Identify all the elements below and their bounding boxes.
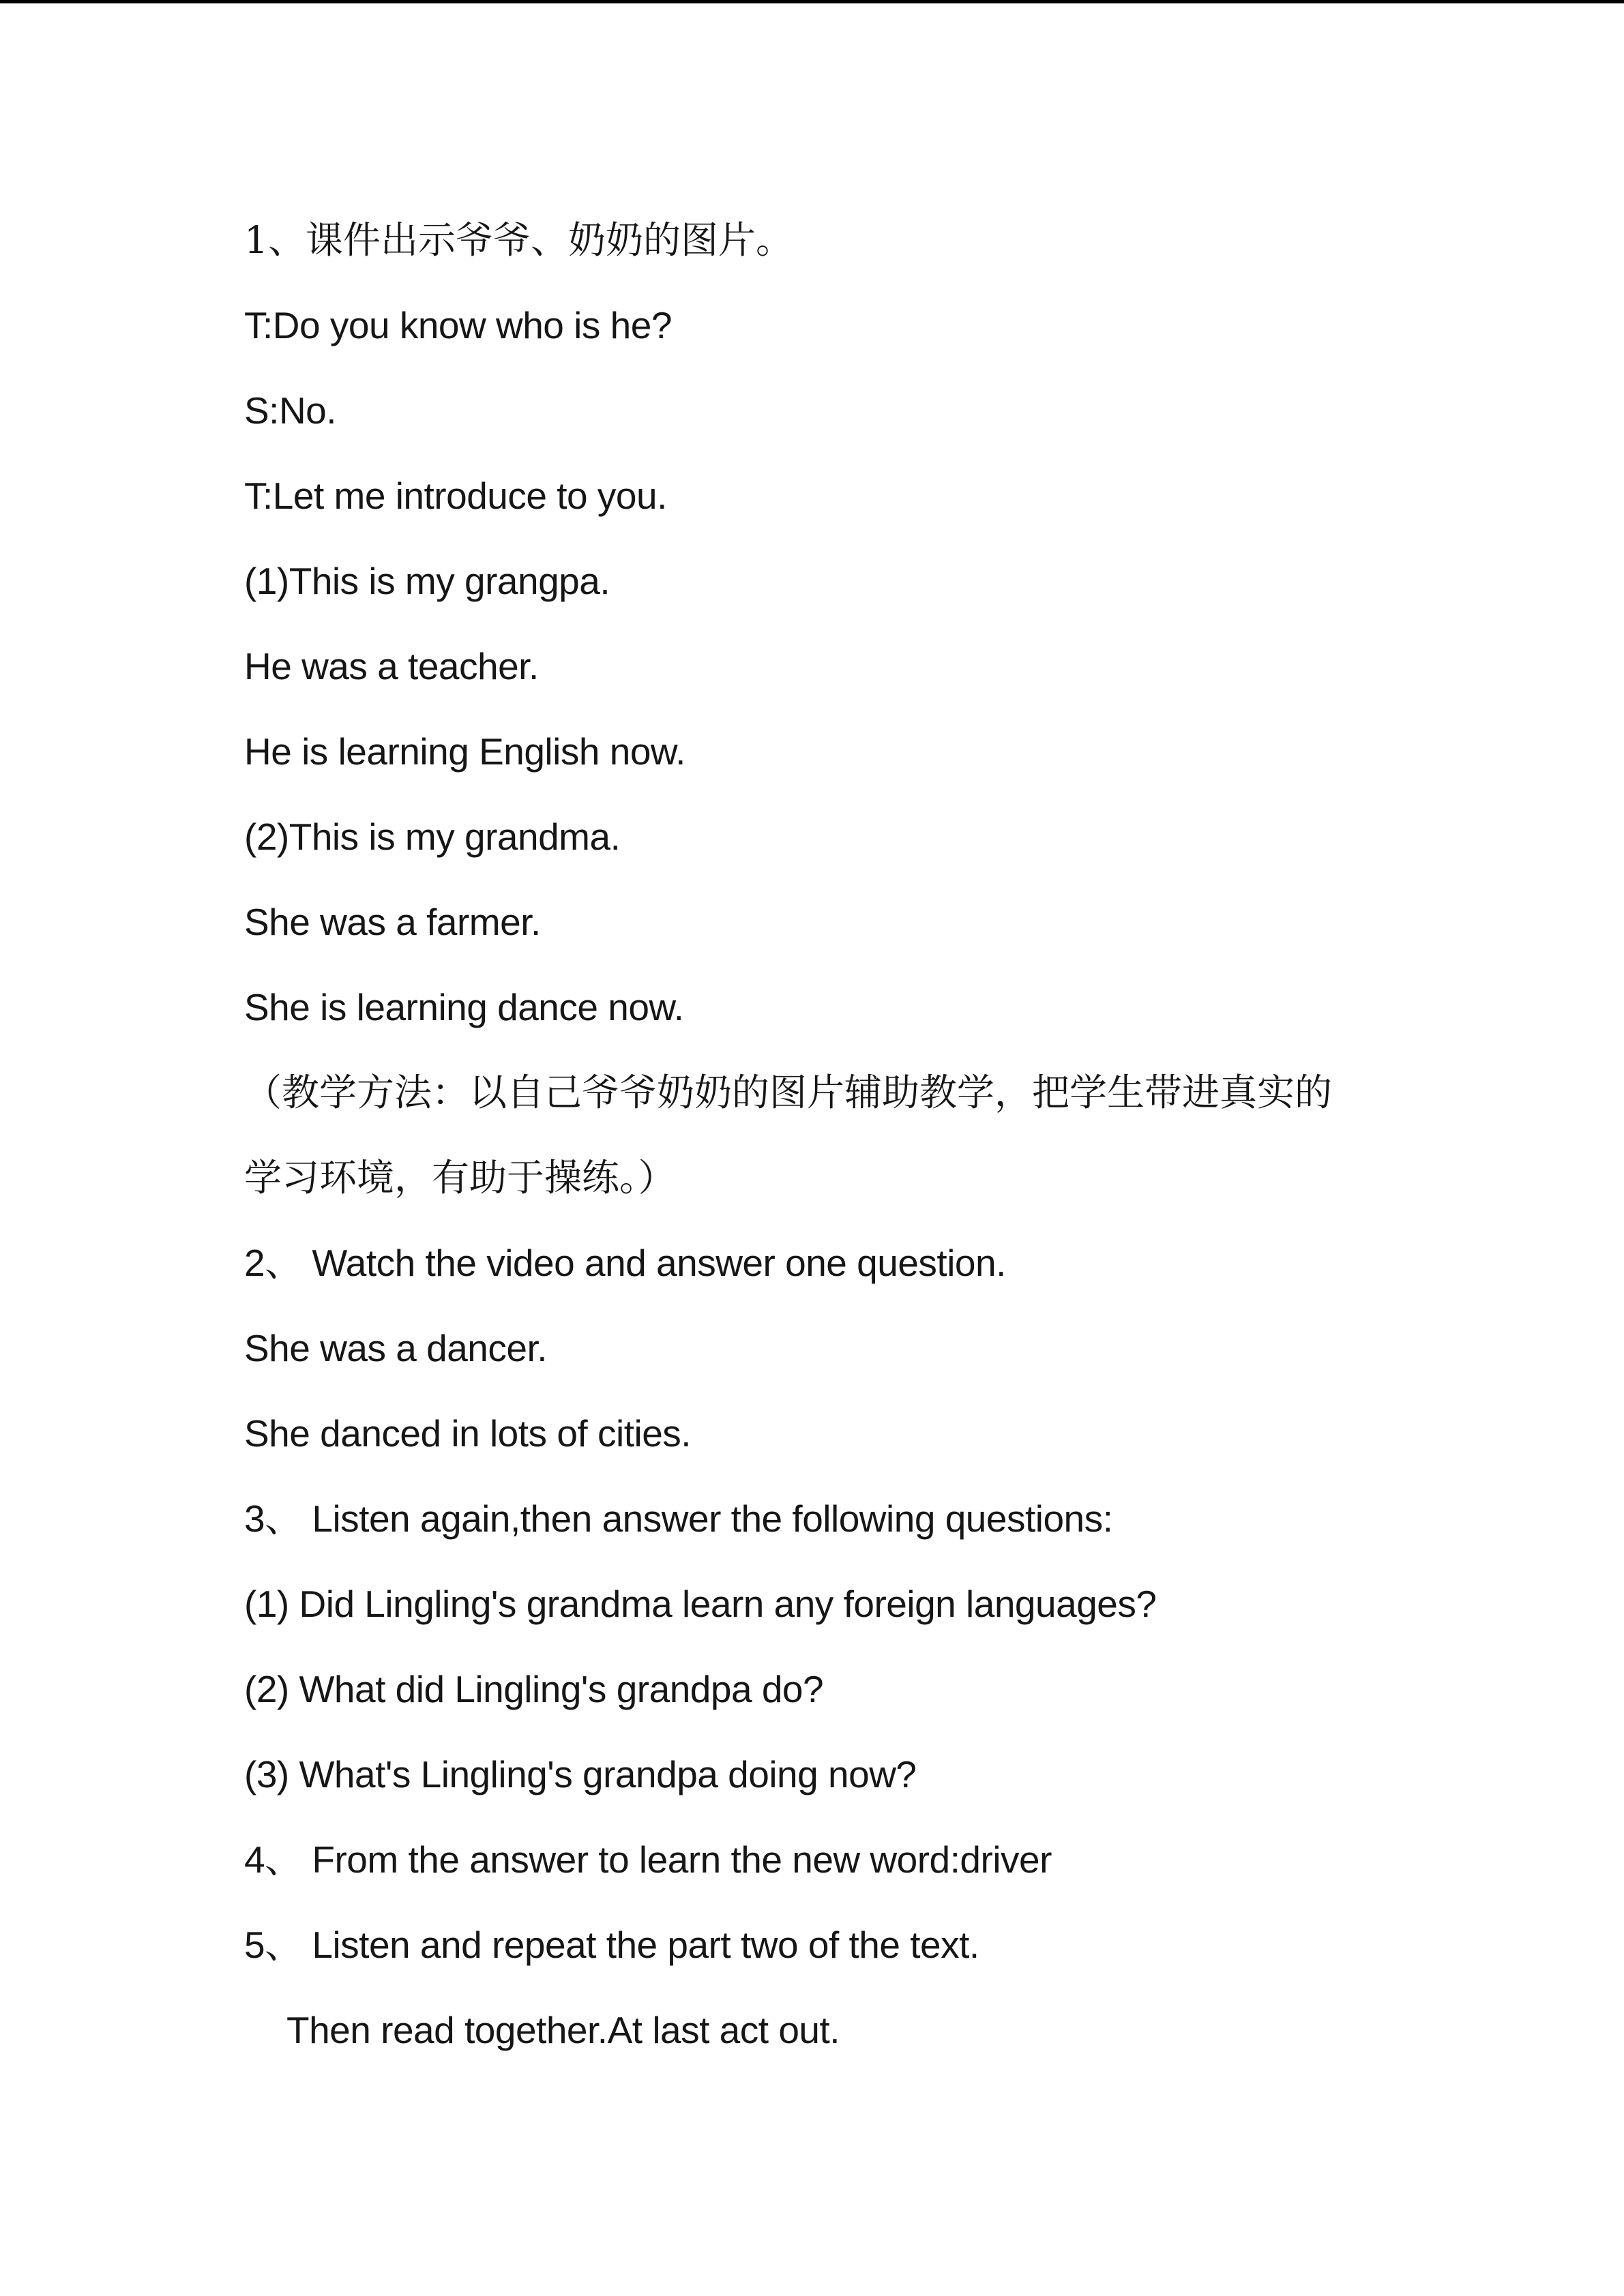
- text-line-grandma-was: She was a farmer.: [244, 901, 541, 943]
- text-line-grandpa-intro: (1)This is my grangpa.: [244, 560, 610, 602]
- text-line-grandpa-now: He is learning English now.: [244, 730, 685, 773]
- text-line-grandma-intro: (2)This is my grandma.: [244, 816, 621, 858]
- text-line-teaching-method-2: 学习环境，有助于操练。）: [244, 1156, 676, 1199]
- text-line-teacher-question: T:Do you know who is he?: [244, 304, 672, 346]
- text-line-teaching-method-1: （教学方法：以自己爷爷奶奶的图片辅助教学，把学生带进真实的: [244, 1071, 1333, 1114]
- text-line-grandpa-was: He was a teacher.: [244, 645, 539, 687]
- text-line-step5: 5、 Listen and repeat the part two of the text.: [244, 1924, 979, 1966]
- text-line-step3: 3、 Listen again,then answer the following questions:: [244, 1497, 1113, 1540]
- text-line-question-1: (1) Did Lingling's grandma learn any foreign languages?: [244, 1583, 1157, 1625]
- text-line-step4: 4、 From the answer to learn the new word:driver: [244, 1838, 1052, 1881]
- text-line-step5-continued: Then read together.At last act out.: [286, 2009, 840, 2051]
- text-line-teacher-intro: T:Let me introduce to you.: [244, 475, 667, 517]
- page-text-block: [244, 198, 1574, 2073]
- text-line-danced-cities: She danced in lots of cities.: [244, 1412, 692, 1455]
- text-line-step1: 1、课件出示爷爷、奶奶的图片。: [244, 218, 793, 262]
- text-line-step2: 2、 Watch the video and answer one question.: [244, 1242, 1006, 1284]
- text-line-grandma-now: She is learning dance now.: [244, 986, 684, 1028]
- top-border-bar: [0, 0, 1624, 3]
- text-line-dancer: She was a dancer.: [244, 1327, 548, 1369]
- text-line-question-2: (2) What did Lingling's grandpa do?: [244, 1668, 824, 1710]
- text-line-student-answer: S:No.: [244, 389, 337, 432]
- text-line-question-3: (3) What's Lingling's grandpa doing now?: [244, 1753, 917, 1795]
